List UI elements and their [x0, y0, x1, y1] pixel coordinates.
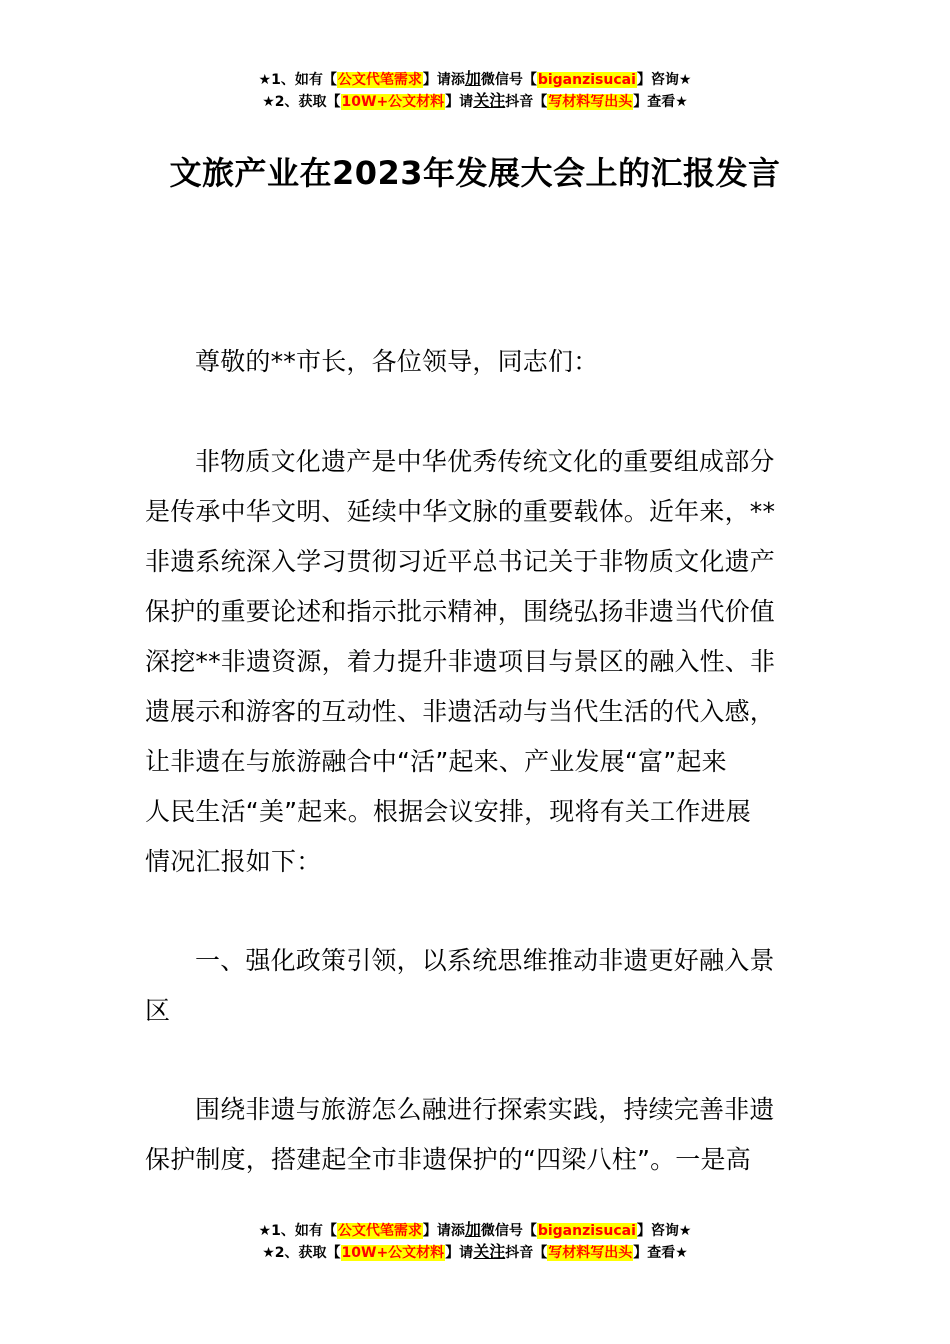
- paragraph-line: 是传承中华文明、延续中华文脉的重要载体。近年来，**: [145, 497, 776, 526]
- highlight-materials: 10W+公文材料: [341, 1245, 445, 1261]
- highlight-wechat-id: biganzisucai: [537, 72, 636, 88]
- paragraph-1: [145, 437, 807, 887]
- banner-line-1: [0, 68, 950, 90]
- highlight-douyin-id: 写材料写出头: [548, 1245, 633, 1261]
- paragraph-line: 保护制度，搭建起全市非遗保护的“四梁八柱”。一是高: [145, 1145, 751, 1174]
- banner-text: 】请添: [422, 1223, 465, 1239]
- heading-line: 区: [145, 996, 171, 1025]
- paragraph-line: 情况汇报如下：: [145, 847, 322, 876]
- banner-underlined: 加: [464, 69, 481, 88]
- banner-text: 微信号【: [480, 1223, 537, 1239]
- banner-text: 】请添: [422, 72, 465, 88]
- paragraph-line: 非遗系统深入学习贯彻习近平总书记关于非物质文化遗产: [145, 547, 776, 576]
- greeting-line: 尊敬的**市长，各位领导，同志们：: [195, 347, 599, 376]
- highlight-service: 公文代笔需求: [337, 1223, 422, 1239]
- paragraph-line: 非物质文化遗产是中华优秀传统文化的重要组成部分: [195, 447, 775, 476]
- banner-text: ★1、如有【: [258, 72, 337, 88]
- section-heading-1: [145, 936, 807, 1036]
- banner-text: 抖音【: [505, 1245, 548, 1261]
- paragraph-line: 保护的重要论述和指示批示精神，围绕弘扬非遗当代价值: [145, 597, 776, 626]
- banner-text: 】咨询★: [636, 72, 692, 88]
- document-title: 文旅产业在2023年发展大会上的汇报发言: [169, 154, 781, 192]
- banner-text: 】请: [445, 94, 474, 110]
- banner-underlined: 关注: [473, 91, 506, 110]
- banner-text: ★2、获取【: [262, 94, 341, 110]
- heading-line: 一、强化政策引领，以系统思维推动非遗更好融入景: [195, 946, 775, 975]
- banner-text: ★1、如有【: [258, 1223, 337, 1239]
- banner-underlined: 加: [464, 1220, 481, 1239]
- greeting: [145, 337, 807, 387]
- banner-text: 】请: [445, 1245, 474, 1261]
- banner-text: 微信号【: [480, 72, 537, 88]
- banner-underlined: 关注: [473, 1242, 506, 1261]
- paragraph-line: 让非遗在与旅游融合中“活”起来、产业发展“富”起来: [145, 747, 727, 776]
- banner-text: 抖音【: [505, 94, 548, 110]
- header-banner: [0, 68, 950, 112]
- banner-text: ★2、获取【: [262, 1245, 341, 1261]
- banner-line-1: [0, 1219, 950, 1241]
- banner-text: 】咨询★: [636, 1223, 692, 1239]
- paragraph-line: 人民生活“美”起来。根据会议安排，现将有关工作进展: [145, 797, 751, 826]
- banner-line-2: [0, 90, 950, 112]
- banner-line-2: [0, 1241, 950, 1263]
- paragraph-2: [145, 1085, 807, 1185]
- highlight-wechat-id: biganzisucai: [537, 1223, 636, 1239]
- highlight-service: 公文代笔需求: [337, 72, 422, 88]
- paragraph-line: 遗展示和游客的互动性、非遗活动与当代生活的代入感，: [145, 697, 776, 726]
- paragraph-line: 深挖**非遗资源，着力提升非遗项目与景区的融入性、非: [145, 647, 776, 676]
- highlight-materials: 10W+公文材料: [341, 94, 445, 110]
- banner-text: 】查看★: [633, 94, 688, 110]
- highlight-douyin-id: 写材料写出头: [548, 94, 633, 110]
- paragraph-line: 围绕非遗与旅游怎么融进行探索实践，持续完善非遗: [195, 1095, 775, 1124]
- footer-banner: [0, 1219, 950, 1263]
- banner-text: 】查看★: [633, 1245, 688, 1261]
